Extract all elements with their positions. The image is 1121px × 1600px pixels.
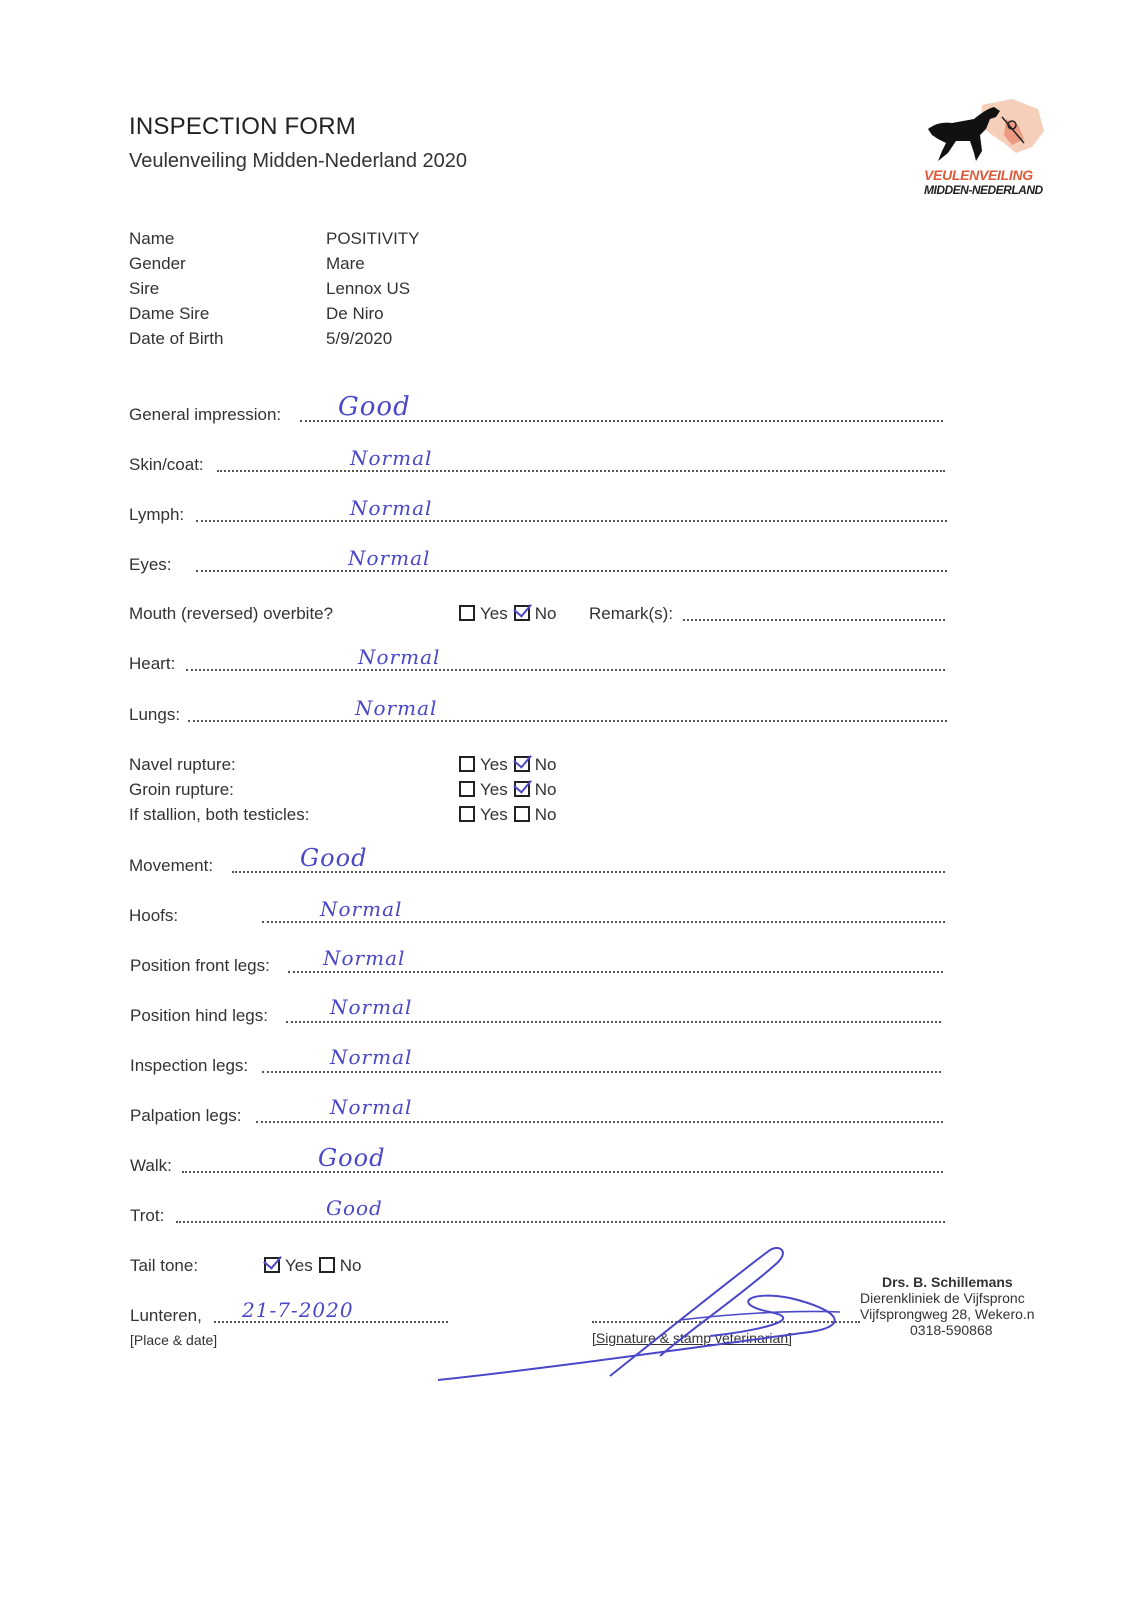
- info-value-name: POSITIVITY: [326, 229, 420, 248]
- testicles-label: If stallion, both testicles:: [129, 805, 310, 824]
- groin-rupture-options: [459, 780, 556, 800]
- lymph-line: [196, 520, 947, 522]
- info-label-name: Name: [129, 229, 175, 248]
- front-legs-line: [288, 971, 943, 973]
- front-legs-label: Position front legs:: [130, 956, 270, 975]
- heart-line: [186, 669, 945, 671]
- hind-legs-value[interactable]: Normal: [330, 995, 413, 1019]
- hind-legs-line: [286, 1021, 941, 1023]
- groin-no-checkbox[interactable]: [514, 781, 530, 797]
- tail-tone-no-label: No: [339, 1256, 362, 1275]
- veterinarian-stamp: [860, 1274, 1035, 1338]
- tail-tone-yes-checkbox[interactable]: [264, 1257, 280, 1273]
- mouth-overbite-options: [459, 604, 556, 624]
- groin-yes-label: Yes: [480, 780, 508, 799]
- palpation-legs-line: [256, 1121, 943, 1123]
- lungs-value[interactable]: Normal: [355, 696, 438, 720]
- navel-yes-label: Yes: [480, 755, 508, 774]
- groin-no-label: No: [534, 780, 557, 799]
- walk-line: [182, 1171, 943, 1173]
- stamp-line-clinic: Dierenkliniek de Vijfspronc: [860, 1290, 1025, 1306]
- groin-rupture-label: Groin rupture:: [129, 780, 234, 799]
- trot-line: [176, 1221, 945, 1223]
- mouth-no-label: No: [534, 604, 557, 623]
- form-subtitle: Veulenveiling Midden-Nederland 2020: [129, 150, 468, 172]
- lungs-line: [188, 720, 947, 722]
- info-label-gender: Gender: [129, 254, 186, 273]
- lymph-label: Lymph:: [129, 505, 185, 524]
- heart-label: Heart:: [129, 654, 176, 673]
- navel-rupture-label: Navel rupture:: [129, 755, 236, 774]
- groin-yes-checkbox[interactable]: [459, 781, 475, 797]
- testicles-yes-label: Yes: [480, 805, 508, 824]
- movement-label: Movement:: [129, 856, 214, 875]
- date-value[interactable]: 21-7-2020: [242, 1298, 354, 1322]
- info-value-dame-sire: De Niro: [326, 304, 384, 323]
- mouth-no-checkbox[interactable]: [514, 605, 530, 621]
- mouth-remarks-line[interactable]: [683, 619, 945, 621]
- place-label: Lunteren,: [130, 1306, 202, 1325]
- navel-yes-checkbox[interactable]: [459, 756, 475, 772]
- mouth-remarks-label: Remark(s):: [589, 604, 674, 623]
- navel-no-checkbox[interactable]: [514, 756, 530, 772]
- mouth-yes-checkbox[interactable]: [459, 605, 475, 621]
- tail-tone-options: [264, 1256, 361, 1276]
- lymph-value[interactable]: Normal: [350, 496, 433, 520]
- skin-coat-value[interactable]: Normal: [350, 446, 433, 470]
- general-impression-label: General impression:: [129, 405, 282, 424]
- testicles-no-label: No: [534, 805, 557, 824]
- signature-caption: [Signature & stamp veterinarian]: [592, 1330, 792, 1346]
- lungs-label: Lungs:: [129, 705, 181, 724]
- walk-value[interactable]: Good: [318, 1144, 386, 1172]
- skin-coat-label: Skin/coat:: [129, 455, 204, 474]
- skin-coat-line: [217, 470, 945, 472]
- testicles-no-checkbox[interactable]: [514, 806, 530, 822]
- eyes-line: [196, 570, 947, 572]
- walk-label: Walk:: [130, 1156, 172, 1175]
- inspection-legs-label: Inspection legs:: [130, 1056, 249, 1075]
- eyes-label: Eyes:: [129, 555, 172, 574]
- form-title: INSPECTION FORM: [129, 113, 357, 140]
- inspection-legs-value[interactable]: Normal: [330, 1045, 413, 1069]
- hoofs-line: [262, 921, 945, 923]
- movement-value[interactable]: Good: [300, 844, 368, 872]
- eyes-value[interactable]: Normal: [348, 546, 431, 570]
- veulenveiling-logo: [920, 95, 1060, 205]
- navel-no-label: No: [534, 755, 557, 774]
- stamp-line-name: Drs. B. Schillemans: [882, 1274, 1013, 1290]
- logo-text-line1: VEULENVEILING: [924, 167, 1033, 183]
- info-label-dame-sire: Dame Sire: [129, 304, 210, 323]
- navel-rupture-options: [459, 755, 556, 775]
- stamp-line-address: Vijfsprongweg 28, Wekero.n: [860, 1306, 1035, 1322]
- info-value-gender: Mare: [326, 254, 365, 273]
- inspection-legs-line: [262, 1071, 941, 1073]
- tail-tone-no-checkbox[interactable]: [319, 1257, 335, 1273]
- mouth-overbite-label: Mouth (reversed) overbite?: [129, 604, 334, 623]
- hoofs-value[interactable]: Normal: [320, 897, 403, 921]
- testicles-options: [459, 805, 556, 825]
- front-legs-value[interactable]: Normal: [323, 946, 406, 970]
- heart-value[interactable]: Normal: [358, 645, 441, 669]
- info-label-sire: Sire: [129, 279, 160, 298]
- hind-legs-label: Position hind legs:: [130, 1006, 268, 1025]
- trot-value[interactable]: Good: [326, 1196, 383, 1220]
- mouth-yes-label: Yes: [480, 604, 508, 623]
- place-date-caption: [Place & date]: [130, 1332, 218, 1348]
- info-value-sire: Lennox US: [326, 279, 411, 298]
- testicles-yes-checkbox[interactable]: [459, 806, 475, 822]
- veterinarian-signature: [430, 1240, 850, 1390]
- hoofs-label: Hoofs:: [129, 906, 179, 925]
- palpation-legs-label: Palpation legs:: [130, 1106, 242, 1125]
- stamp-line-phone: 0318-590868: [910, 1322, 993, 1338]
- tail-tone-yes-label: Yes: [285, 1256, 313, 1275]
- info-label-date-of-birth: Date of Birth: [129, 329, 224, 348]
- tail-tone-label: Tail tone:: [130, 1256, 199, 1275]
- logo-text-line2: MIDDEN-NEDERLAND: [924, 183, 1043, 197]
- trot-label: Trot:: [130, 1206, 165, 1225]
- general-impression-value[interactable]: Good: [338, 392, 411, 422]
- info-value-date-of-birth: 5/9/2020: [326, 329, 393, 348]
- palpation-legs-value[interactable]: Normal: [330, 1095, 413, 1119]
